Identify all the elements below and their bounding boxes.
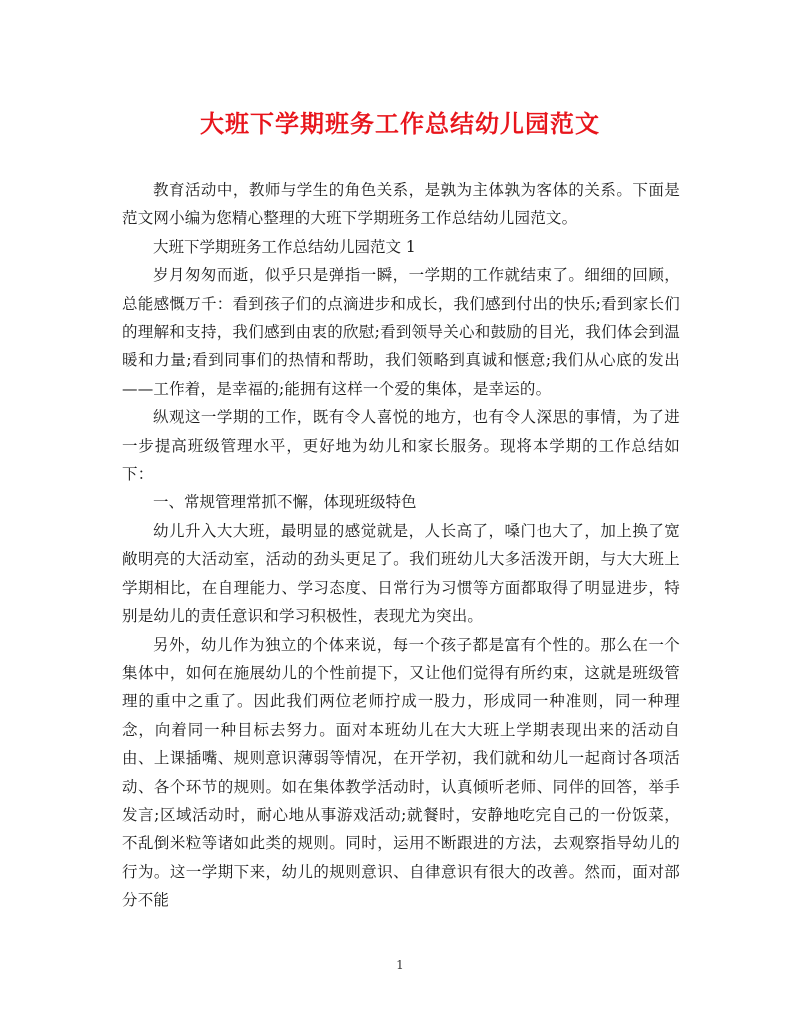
body-paragraph: 另外，幼儿作为独立的个体来说，每一个孩子都是富有个性的。那么在一个集体中，如何在施展幼儿的个性前提下，又让他们觉得有所约束，这就是班级管理的重中之重了。因此我们两位老师拧成一股力，形成同一种准则，同一种理念，向着同一种目标去努力。面对本班幼儿在大大班上学期表现出来的活动自由、上课插嘴、规则意识薄弱等情况，在开学初，我们就和幼儿一起商讨各项活动、各个环节的规则。如在集体教学活动时，认真倾听老师、同伴的回答，举手发言;区域活动时，耐心地从事游戏活动;就餐时，安静地吃完自己的一份饭菜，不乱倒米粒等诸如此类的规则。同时，运用不断跟进的方法，去观察指导幼儿的行为。这一学期下来，幼儿的规则意识、自律意识有很大的改善。然而，面对部分不能	[122, 635, 680, 910]
document-title: 大班下学期班务工作总结幼儿园范文	[200, 109, 600, 138]
section-heading: 一、常规管理常抓不懈，体现班级特色	[153, 493, 417, 512]
section-subtitle: 大班下学期班务工作总结幼儿园范文 1	[153, 237, 416, 256]
document-body	[122, 176, 680, 915]
body-paragraph: 岁月匆匆而逝，似乎只是弹指一瞬，一学期的工作就结束了。细细的回顾，总能感慨万千：看到孩子们的点滴进步和成长，我们感到付出的快乐;看到家长们的理解和支持，我们感到由衷的欣慰;看到领导关心和鼓励的目光，我们体会到温暖和力量;看到同事们的热情和帮助，我们领略到真诚和惬意;我们从心底的发出——工作着，是幸福的;能拥有这样一个爱的集体，是幸运的。	[122, 266, 680, 398]
intro-paragraph: 教育活动中，教师与学生的角色关系，是孰为主体孰为客体的关系。下面是范文网小编为您精心整理的大班下学期班务工作总结幼儿园范文。	[122, 181, 680, 228]
page-number: 1	[396, 958, 404, 972]
body-paragraph: 幼儿升入大大班，最明显的感觉就是，人长高了，嗓门也大了，加上换了宽敞明亮的大活动室，活动的劲头更足了。我们班幼儿大多活泼开朗，与大大班上学期相比，在自理能力、学习态度、日常行为习惯等方面都取得了明显进步，特别是幼儿的责任意识和学习积极性，表现尤为突出。	[122, 521, 680, 626]
body-paragraph: 纵观这一学期的工作，既有令人喜悦的地方，也有令人深思的事情，为了进一步提高班级管理水平，更好地为幼儿和家长服务。现将本学期的工作总结如下：	[122, 408, 680, 484]
